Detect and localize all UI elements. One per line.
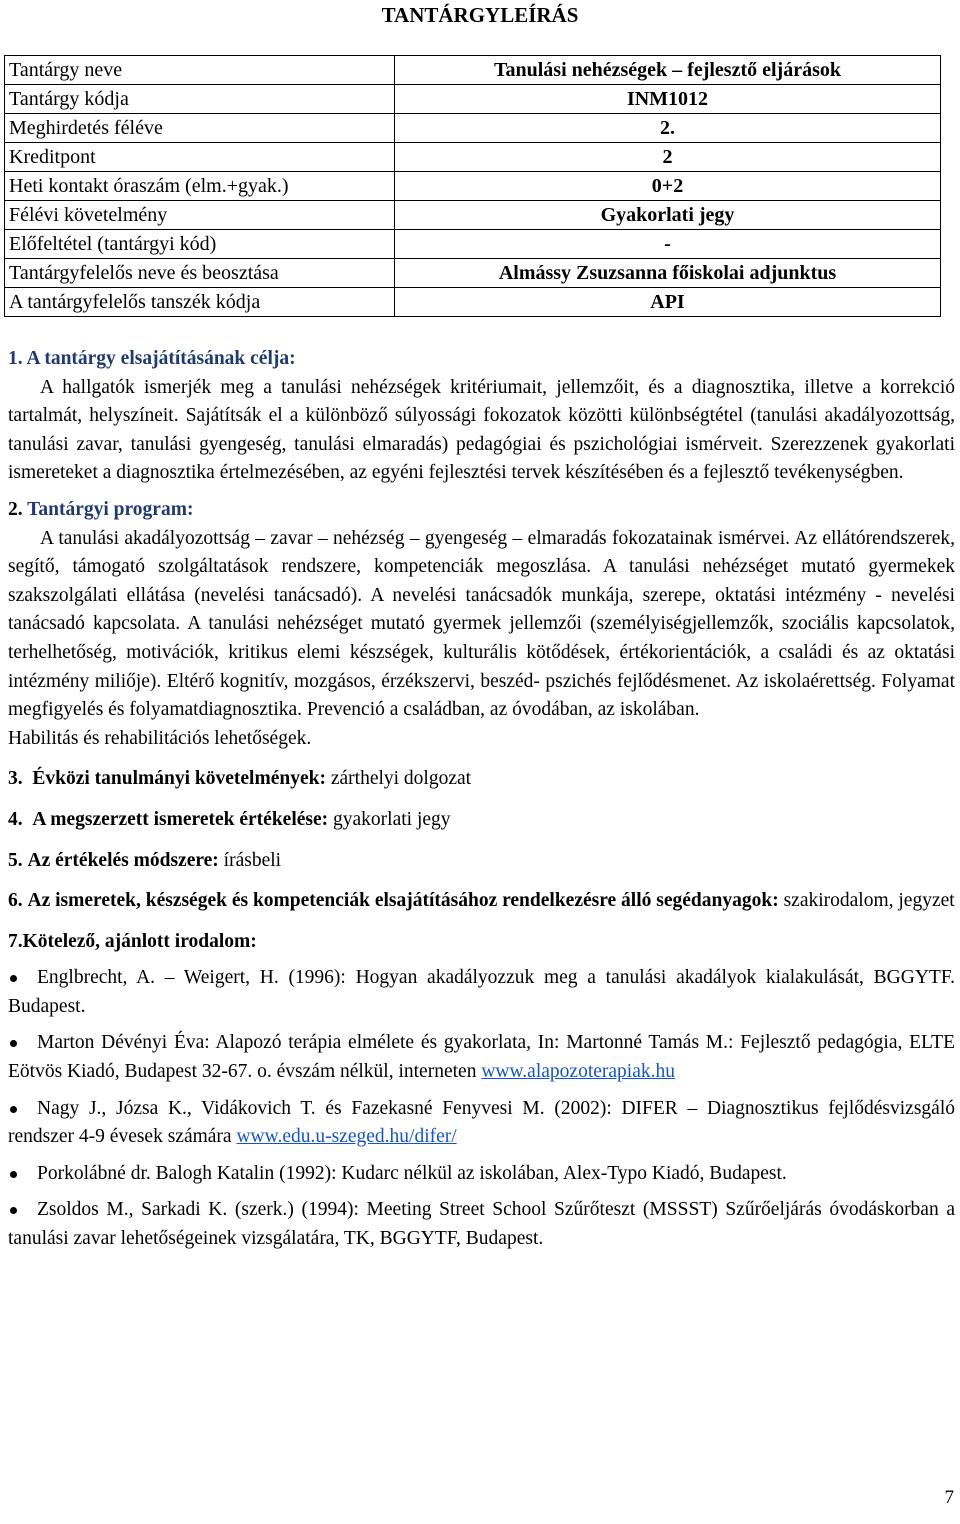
info-value: - bbox=[395, 230, 941, 259]
info-row bbox=[5, 114, 941, 143]
section-4: 4. A megszerzett ismeretek értékelése: gyakorlati jegy bbox=[8, 808, 451, 830]
section-5: 5. Az értékelés módszere: írásbeli bbox=[8, 849, 282, 871]
document-content bbox=[8, 345, 955, 1262]
reference-item bbox=[8, 964, 955, 1021]
info-value: INM1012 bbox=[395, 85, 941, 114]
reference-item bbox=[8, 1029, 955, 1086]
info-label: Tantárgyfelelős neve és beosztása bbox=[5, 259, 395, 288]
bullet-icon bbox=[10, 1207, 17, 1214]
info-value: 2. bbox=[395, 114, 941, 143]
section-2-last-line: Habilitás és rehabilitációs lehetőségek. bbox=[8, 727, 312, 749]
page-number: 7 bbox=[944, 1487, 954, 1508]
reference-text: Marton Dévényi Éva: Alapozó terápia elmélete és gyakorlata, In: Martonné Tamás M.: Fejlesztő pedagógia, ELTE Eötvös Kiadó, Budapest 32-67. o. évszám nélkül, interneten bbox=[8, 1032, 955, 1083]
info-label: Tantárgy neve bbox=[5, 56, 395, 85]
section-6: 6. Az ismeretek, készségek és kompetenciák elsajátításához rendelkezésre álló segédanyagok: szakirodalom, jegyzet bbox=[8, 890, 955, 912]
section-3-heading: Évközi tanulmányi követelmények: bbox=[32, 768, 326, 790]
info-row bbox=[5, 172, 941, 201]
bullet-icon bbox=[10, 1106, 17, 1113]
reference-text: Porkolábné dr. Balogh Katalin (1992): Kudarc nélkül az iskolában, Alex-Typo Kiadó, Budapest. bbox=[37, 1162, 787, 1184]
info-row bbox=[5, 143, 941, 172]
section-4-heading: A megszerzett ismeretek értékelése: bbox=[32, 808, 329, 830]
section-5-heading: Az értékelés módszere: bbox=[27, 849, 219, 871]
info-label: Heti kontakt óraszám (elm.+gyak.) bbox=[5, 172, 395, 201]
reference-item bbox=[8, 1160, 955, 1189]
info-label: A tantárgyfelelős tanszék kódja bbox=[5, 288, 395, 317]
section-3-value: zárthelyi dolgozat bbox=[330, 768, 472, 790]
section-2-heading: 2. Tantárgyi program: bbox=[8, 498, 194, 520]
section-1 bbox=[8, 345, 955, 488]
section-3: 3. Évközi tanulmányi követelmények: zárthelyi dolgozat bbox=[8, 768, 472, 790]
section-6-heading: Az ismeretek, készségek és kompetenciák elsajátításához rendelkezésre álló segédanyagok: bbox=[27, 890, 779, 912]
info-value: 2 bbox=[395, 143, 941, 172]
info-label: Tantárgy kódja bbox=[5, 85, 395, 114]
info-label: Félévi követelmény bbox=[5, 201, 395, 230]
info-value: Almássy Zsuzsanna főiskolai adjunktus bbox=[395, 259, 941, 288]
info-row bbox=[5, 56, 941, 85]
bullet-icon bbox=[10, 975, 17, 982]
section-2 bbox=[8, 496, 955, 753]
info-row bbox=[5, 288, 941, 317]
section-2-text: A tanulási akadályozottság – zavar – nehézség – gyengeség – elmaradás fokozatainak ismérvei. Az ellátórendszerek, segítő, támogató szolgáltatások rendszere, kompetenciák megoszlása. A tanulási nehézséget mutató gyermekek szakszolgálati ellátása (nevelési tanácsadó). A nevelési tanácsadók munkája, szerepe, oktatási intézmény - nevelési tanácsadó kapcsolata. A tanulási nehézséget mutató gyermek jellemzői (személyiségjellemzők, szociális kapcsolatok, terhelhetőség, motivációk, kritikus elemi készségek, kulturális kötődések, értékorientációk, a családi és az oktatási intézmény miliője). Eltérő kognitív, mozgásos, érzékszervi, beszéd- pszichés fejlődésmenet. Az iskolaérettség. Folyamat megfigyelés és folyamatdiagnosztika. Prevenció a családban, az óvodában, az iskolában. bbox=[8, 527, 955, 721]
info-row bbox=[5, 259, 941, 288]
document-title: TANTÁRGYLEÍRÁS bbox=[381, 3, 579, 27]
info-row bbox=[5, 85, 941, 114]
reference-list bbox=[8, 964, 955, 1253]
reference-item bbox=[8, 1095, 955, 1152]
section-1-text: A hallgatók ismerjék meg a tanulási nehézségek kritériumait, jellemzőit, és a diagnosztika, illetve a korrekció tartalmát, helyszíneit. Sajátítsák el a különböző súlyossági fokozatok közötti különbségtétel (tanulási akadályozottság, tanulási zavar, tanulási gyengeség, tanulási elmaradás) pedagógiai és pszichológiai ismérveit. Szerezzenek gyakorlati ismereteket a diagnosztika értelmezésében, az egyéni fejlesztési tervek készítésében és a fejlesztő tevékenységben. bbox=[8, 376, 955, 484]
section-1-heading: 1. A tantárgy elsajátításának célja: bbox=[8, 348, 296, 369]
info-label: Előfeltétel (tantárgyi kód) bbox=[5, 230, 395, 259]
info-value: 0+2 bbox=[395, 172, 941, 201]
reference-text: Zsoldos M., Sarkadi K. (szerk.) (1994): Meeting Street School Szűrőteszt (MSSST) Szűrőeljárás óvodáskorban a tanulási zavar lehetőségeinek vizsgálatára, TK, BGGYTF, Budapest. bbox=[8, 1199, 955, 1250]
reference-link[interactable]: www.edu.u-szeged.hu/difer/ bbox=[236, 1126, 457, 1148]
section-4-value: gyakorlati jegy bbox=[333, 808, 451, 830]
bullet-icon bbox=[10, 1040, 17, 1047]
course-info-table bbox=[4, 55, 941, 317]
reference-text: Englbrecht, A. – Weigert, H. (1996): Hogyan akadályozzuk meg a tanulási akadályok kialakulását, BGGYTF. Budapest. bbox=[8, 967, 955, 1017]
bullet-icon bbox=[10, 1171, 17, 1178]
reference-link[interactable]: www.alapozoterapiak.hu bbox=[481, 1061, 675, 1083]
info-row bbox=[5, 230, 941, 259]
info-value: API bbox=[395, 288, 941, 317]
reference-text: Nagy J., Józsa K., Vidákovich T. és Fazekasné Fenyvesi M. (2002): DIFER – Diagnosztikus fejlődésvizsgáló rendszer 4-9 évesek számára bbox=[8, 1097, 955, 1148]
info-label: Meghirdetés féléve bbox=[5, 114, 395, 143]
info-row bbox=[5, 201, 941, 230]
info-value: Gyakorlati jegy bbox=[395, 201, 941, 230]
info-label: Kreditpont bbox=[5, 143, 395, 172]
section-7-heading: 7.Kötelező, ajánlott irodalom: bbox=[8, 930, 257, 952]
reference-item bbox=[8, 1196, 955, 1253]
info-value: Tanulási nehézségek – fejlesztő eljárások bbox=[395, 56, 941, 85]
section-6-value: szakirodalom, jegyzet bbox=[783, 890, 955, 912]
section-5-value: írásbeli bbox=[223, 849, 282, 871]
